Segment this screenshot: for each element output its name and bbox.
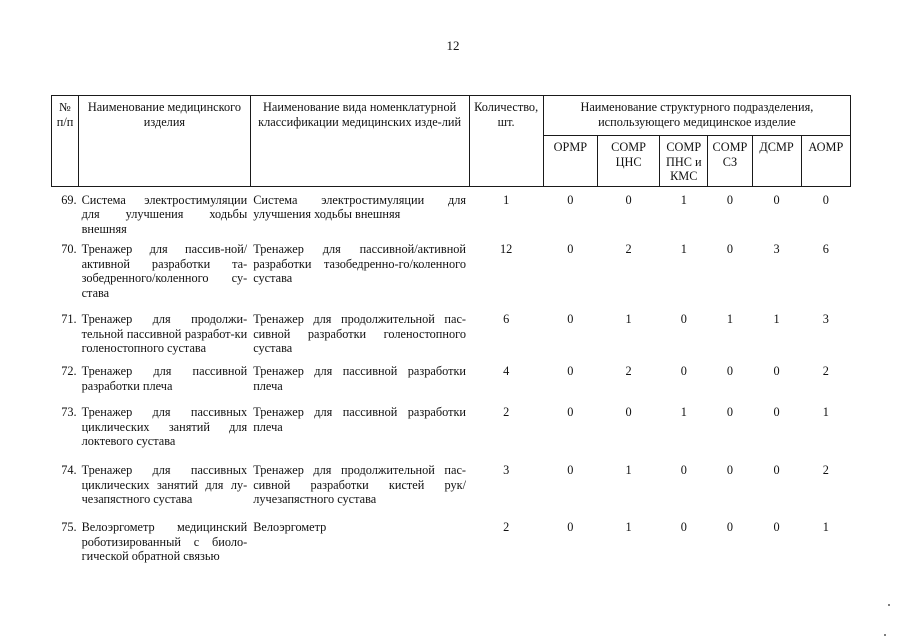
quantity-value: 2 xyxy=(503,405,510,420)
row-number: 72. xyxy=(61,364,77,379)
header-somr-pns-kms: СОМР ПНС и КМС xyxy=(660,136,708,187)
ormr-value: 0 xyxy=(567,364,574,379)
header-somr-sz: СОМР СЗ xyxy=(708,136,752,187)
scan-speck xyxy=(888,604,890,606)
row-number: 75. xyxy=(61,520,77,535)
device-name: Тренажер для пассив-ной/активной разработки та-зобедренного/коленного су-става xyxy=(81,242,248,301)
somr-pns-kms-value: 0 xyxy=(680,463,687,478)
classification-name: Система электростимуляции для улучшения ходьбы внешняя xyxy=(253,192,467,222)
dsmr-value: 0 xyxy=(773,364,780,379)
aomr-value: 1 xyxy=(822,520,829,535)
row-number: 69. xyxy=(61,192,77,207)
somr-pns-kms-value: 0 xyxy=(680,312,687,327)
table-row xyxy=(52,238,851,308)
dsmr-value: 3 xyxy=(773,242,780,257)
quantity-value: 6 xyxy=(503,312,510,327)
classification-name: Тренажер для продолжительной пас-сивной разработки кистей рук/лучезапястного сустава xyxy=(253,463,467,507)
header-aomr: АОМР xyxy=(801,136,850,187)
aomr-value: 0 xyxy=(822,192,829,207)
device-name: Тренажер для продолжи-тельной пассивной разработ-ки голеностопного сустава xyxy=(81,312,248,356)
ormr-value: 0 xyxy=(567,520,574,535)
device-name: Тренажер для пассивной разработки плеча xyxy=(81,364,248,393)
header-dsmr: ДСМР xyxy=(752,136,801,187)
aomr-value: 6 xyxy=(822,242,829,257)
ormr-value: 0 xyxy=(567,242,574,257)
quantity-value: 2 xyxy=(503,520,510,535)
header-classification: Наименование вида номенклатурной классификации медицинских изде-лий xyxy=(250,96,469,187)
header-ormr: ОРМР xyxy=(543,136,597,187)
ormr-value: 0 xyxy=(567,312,574,327)
classification-name: Тренажер для пассивной разработки плеча xyxy=(253,405,467,434)
somr-sz-value: 0 xyxy=(726,405,734,420)
row-number: 70. xyxy=(61,242,77,257)
quantity-value: 3 xyxy=(503,463,510,478)
device-name: Велоэргометр медицинский роботизированный с биоло-гической обратной связью xyxy=(81,520,248,564)
aomr-value: 1 xyxy=(822,405,829,420)
header-somr-cns: СОМР ЦНС xyxy=(597,136,659,187)
row-number: 73. xyxy=(61,405,77,420)
somr-pns-kms-value: 1 xyxy=(680,242,687,257)
somr-sz-value: 0 xyxy=(726,242,734,257)
somr-pns-kms-value: 0 xyxy=(680,520,687,535)
aomr-value: 2 xyxy=(822,463,829,478)
quantity-value: 12 xyxy=(500,242,513,257)
table-row xyxy=(52,186,851,238)
classification-name: Тренажер для пассивной разработки плеча xyxy=(253,364,467,393)
table-row xyxy=(52,360,851,401)
somr-cns-value: 0 xyxy=(625,192,632,207)
aomr-value: 3 xyxy=(822,312,829,327)
device-name: Тренажер для пассивных циклических занятий для локтевого сустава xyxy=(81,405,248,449)
table-row xyxy=(52,459,851,516)
header-quantity: Количество, шт. xyxy=(469,96,543,187)
somr-sz-value: 0 xyxy=(726,364,734,379)
table-row xyxy=(52,308,851,360)
quantity-value: 1 xyxy=(503,192,510,207)
somr-cns-value: 2 xyxy=(625,242,632,257)
somr-cns-value: 1 xyxy=(625,520,632,535)
header-name: Наименование медицинского изделия xyxy=(79,96,251,187)
somr-cns-value: 1 xyxy=(625,312,632,327)
somr-cns-value: 1 xyxy=(625,463,632,478)
ormr-value: 0 xyxy=(567,405,574,420)
quantity-value: 4 xyxy=(503,364,510,379)
dsmr-value: 0 xyxy=(773,405,780,420)
dsmr-value: 0 xyxy=(773,463,780,478)
header-division: Наименование структурного подразделения, использующего медицинское изделие xyxy=(543,96,850,136)
classification-name: Велоэргометр xyxy=(253,520,327,535)
dsmr-value: 1 xyxy=(773,312,780,327)
device-name: Тренажер для пассивных циклических занятий для лу-чезапястного сустава xyxy=(81,463,248,507)
row-number: 71. xyxy=(61,312,77,327)
dsmr-value: 0 xyxy=(773,520,780,535)
somr-sz-value: 1 xyxy=(726,312,734,327)
somr-pns-kms-value: 0 xyxy=(680,364,687,379)
row-number: 74. xyxy=(61,463,77,478)
somr-sz-value: 0 xyxy=(726,520,734,535)
ormr-value: 0 xyxy=(567,463,574,478)
classification-name: Тренажер для пассивной/активной разработки тазобедренно-го/коленного сустава xyxy=(253,242,467,286)
classification-name: Тренажер для продолжительной пас-сивной разработки голеностопного сустава xyxy=(253,312,467,356)
somr-sz-value: 0 xyxy=(726,463,734,478)
dsmr-value: 0 xyxy=(773,192,780,207)
equipment-table xyxy=(51,95,851,568)
scan-speck xyxy=(884,634,886,636)
somr-cns-value: 2 xyxy=(625,364,632,379)
device-name: Система электростимуляции для улучшения ходьбы внешняя xyxy=(81,192,248,236)
page-number: 12 xyxy=(446,38,460,53)
somr-cns-value: 0 xyxy=(625,405,632,420)
somr-pns-kms-value: 1 xyxy=(680,192,687,207)
somr-sz-value: 0 xyxy=(726,192,734,207)
table-row xyxy=(52,516,851,568)
somr-pns-kms-value: 1 xyxy=(680,405,687,420)
aomr-value: 2 xyxy=(822,364,829,379)
header-num: № п/п xyxy=(52,96,79,187)
ormr-value: 0 xyxy=(567,192,574,207)
table-row xyxy=(52,401,851,459)
